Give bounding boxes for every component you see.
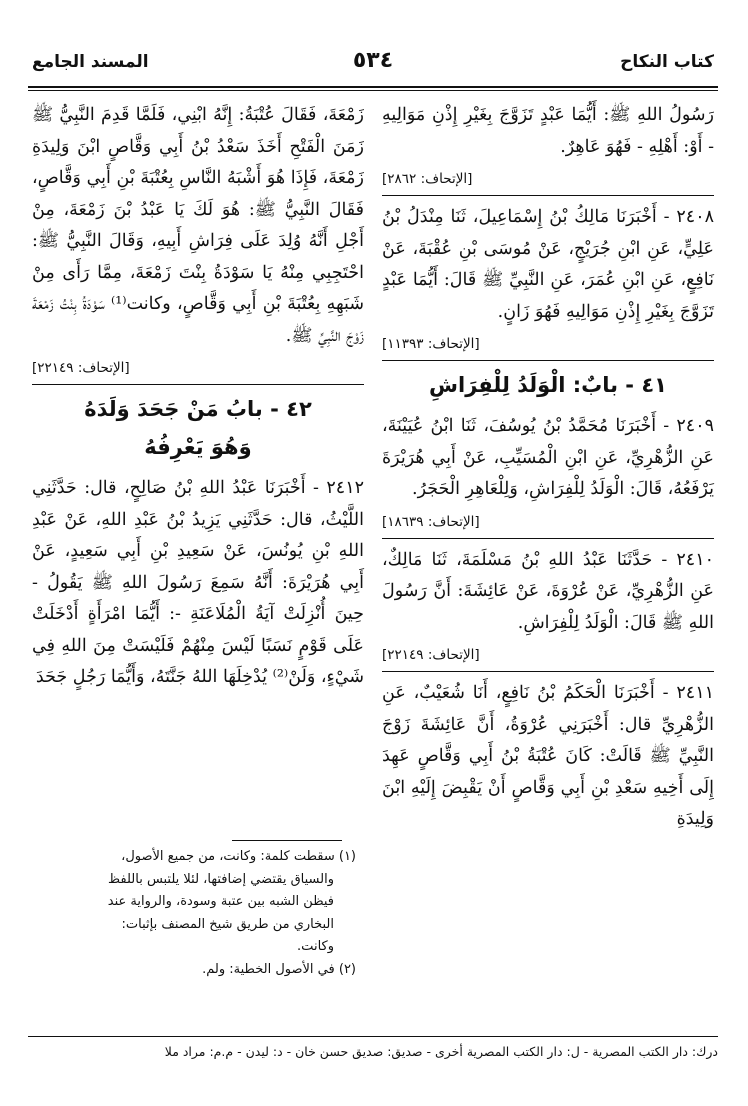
hadith-2411: ٢٤١١ - أَخْبَرَنَا الْحَكَمُ بْنُ نَافِعٍ، أَنَا شُعَيْبٌ، عَنِ الزُّهْرِيِّ قال: أَخْبَرَنِي عُرْوَةُ، أَنَّ عَائِشَةَ زَوْجَ النَّبِيِّ ﷺ قَالَتْ: كَانَ عُتْبَةُ بْنُ أَبِي وَقَّاصٍ عَهِدَ إِلَى أَخِيهِ سَعْدِ بْنِ أَبِي وَقَّاصٍ أَنْ يَقْبِضَ إِلَيْهِ ابْنَ وَلِيدَةِ bbox=[382, 683, 714, 829]
header-rule bbox=[28, 86, 718, 91]
footnote-2: (٢) في الأصول الخطية: ولم. bbox=[202, 961, 356, 977]
manuscript-sources-line: درك: دار الكتب المصرية - ل: دار الكتب المصرية أخرى - صديق: صديق حسن خان - د: ليدن - م.م: مراد ملا bbox=[164, 1044, 718, 1059]
footnotes bbox=[36, 846, 356, 981]
separator-rule bbox=[32, 384, 364, 385]
ithaf-reference: [الإتحاف: ٢٢١٤٩] bbox=[32, 360, 130, 376]
chapter-heading-41: ٤١ - بابٌ: الْوَلَدُ لِلْفِرَاشِ bbox=[429, 373, 667, 397]
chapter-heading-42-line2: وَهُوَ يَعْرِفُهُ bbox=[144, 435, 252, 459]
footnote-1: (١) سقطت كلمة: وكانت، من جميع الأصول، bbox=[121, 849, 356, 864]
bottom-rule bbox=[28, 1036, 718, 1037]
ithaf-reference: [الإتحاف: ١١٣٩٣] bbox=[382, 336, 480, 352]
hadith-2412: ٢٤١٢ - أَخْبَرَنَا عَبْدُ اللهِ بْنُ صَالِحٍ، قال: حَدَّثَنِي اللَّيْثُ، قال: حَدَّثَنِي يَزِيدُ بْنُ عَبْدِ اللهِ، عَنْ عَبْدِ اللهِ بْنِ يُونُسَ، عَنْ سَعِيدِ بْنِ أَبِي سَعِيدٍ، عَنْ أَبِي هُرَيْرَةَ: أَنَّهُ سَمِعَ رَسُولَ اللهِ ﷺ يَقُولُ - حِينَ أُنْزِلَتْ آيَةُ الْمُلَاعَنَةِ -: أَيُّمَا امْرَأَةٍ أَدْخَلَتْ عَلَى قَوْمٍ نَسَبًا لَيْسَ مِنْهُمْ فَلَيْسَتْ مِنَ اللهِ فِي شَيْءٍ، وَلَنْ⁽²⁾ يُدْخِلَهَا اللهُ جَنَّتَهُ، وَأَيُّمَا رَجُلٍ جَحَدَ bbox=[32, 478, 364, 687]
separator-rule bbox=[382, 671, 714, 672]
separator-rule bbox=[382, 195, 714, 196]
hadith-text: رَسُولُ اللهِ ﷺ: أَيُّمَا عَبْدٍ تَزَوَّجَ بِغَيْرِ إِذْنِ مَوَالِيهِ - أَوْ: أَهْلِهِ - فَهُوَ عَاهِرٌ. bbox=[382, 105, 714, 157]
book-chapter-title: كتاب النكاح bbox=[620, 52, 714, 72]
hadith-continuation: زَمْعَةَ، فَقَالَ عُتْبَةُ: إِنَّهُ ابْنِي، فَلَمَّا قَدِمَ النَّبِيُّ ﷺ زَمَنَ الْفَتْحِ أَخَذَ سَعْدُ بْنُ أَبِي وَقَّاصٍ ابْنَ وَلِيدَةِ زَمْعَةَ، فَإِذَا هُوَ أَشْبَهُ النَّاسِ بِعُتْبَةَ بْنِ أَبِي وَقَّاصٍ، فَقَالَ النَّبِيُّ ﷺ: هُوَ لَكَ يَا عَبْدُ بْنَ زَمْعَةَ، مِنْ أَجْلِ أَنَّهُ وُلِدَ عَلَى فِرَاشِ أَبِيهِ، وَقَالَ النَّبِيُّ ﷺ: احْتَجِبِي مِنْهُ يَا سَوْدَةُ بِنْتَ زَمْعَةَ، مِمَّا رَأَى مِنْ شَبَهِهِ بِعُتْبَةَ بْنِ أَبِي وَقَّاصٍ، وكانت⁽¹⁾ سَوْدَةُ بِنْتُ زَمْعَةَ زَوْجَ النَّبِيِّ ﷺ. bbox=[32, 105, 364, 346]
hadith-2409: ٢٤٠٩ - أَخْبَرَنَا مُحَمَّدُ بْنُ يُوسُفَ، ثَنَا ابْنُ عُيَيْنَةَ، عَنِ الزُّهْرِيِّ، عَنِ ابْنِ الْمُسَيِّبِ، عَنْ أَبِي هُرَيْرَةَ يَرْفَعُهُ، قَالَ: الْوَلَدُ لِلْفِرَاشِ، وَلِلْعَاهِرِ الْحَجَرُ. bbox=[382, 416, 714, 499]
separator-rule bbox=[382, 360, 714, 361]
page-header bbox=[28, 48, 718, 88]
right-column bbox=[382, 100, 714, 840]
chapter-heading-42: ٤٢ - بابُ مَنْ جَحَدَ وَلَدَهُ bbox=[84, 397, 312, 421]
footnote-1-cont: فيظن الشبه بين عتبة وسودة، والرواية عند bbox=[107, 894, 334, 909]
hadith-2408: ٢٤٠٨ - أَخْبَرَنَا مَالِكُ بْنُ إِسْمَاعِيلَ، ثَنَا مِنْدَلُ بْنُ عَلِيٍّ، عَنِ ابْنِ جُرَيْجٍ، عَنْ مُوسَى بْنِ عُقْبَةَ، عَنْ نَافِعٍ، عَنِ ابْنِ عُمَرَ، عَنِ النَّبِيِّ ﷺ قَالَ: أَيُّمَا عَبْدٍ تَزَوَّجَ بِغَيْرِ إِذْنِ مَوَالِيهِ فَهُوَ زَانٍ. bbox=[382, 207, 714, 322]
footnote-1-cont: البخاري من طريق شيخ المصنف بإثبات: bbox=[121, 916, 334, 932]
footnote-separator bbox=[232, 840, 342, 841]
ithaf-reference: [الإتحاف: ٢٨٦٢] bbox=[382, 171, 473, 187]
separator-rule bbox=[382, 538, 714, 539]
ithaf-reference: [الإتحاف: ١٨٦٣٩] bbox=[382, 513, 480, 530]
ithaf-reference: [الإتحاف: ٢٢١٤٩] bbox=[382, 647, 480, 663]
left-column bbox=[32, 100, 364, 698]
page-number: ٥٣٤ bbox=[352, 48, 394, 73]
hadith-2410: ٢٤١٠ - حَدَّثَنَا عَبْدُ اللهِ بْنُ مَسْلَمَةَ، ثَنَا مَالِكٌ، عَنِ الزُّهْرِيِّ، عَنْ عُرْوَةَ، عَنْ عَائِشَةَ: أَنَّ رَسُولَ اللهِ ﷺ قَالَ: الْوَلَدُ لِلْفِرَاشِ. bbox=[382, 549, 714, 633]
footnote-1-cont: والسياق يقتضي إضافتها، لئلا يلتبس باللفظ bbox=[108, 871, 334, 887]
footnote-1-cont: وكانت. bbox=[297, 939, 334, 954]
book-title: المسند الجامع bbox=[32, 52, 149, 72]
